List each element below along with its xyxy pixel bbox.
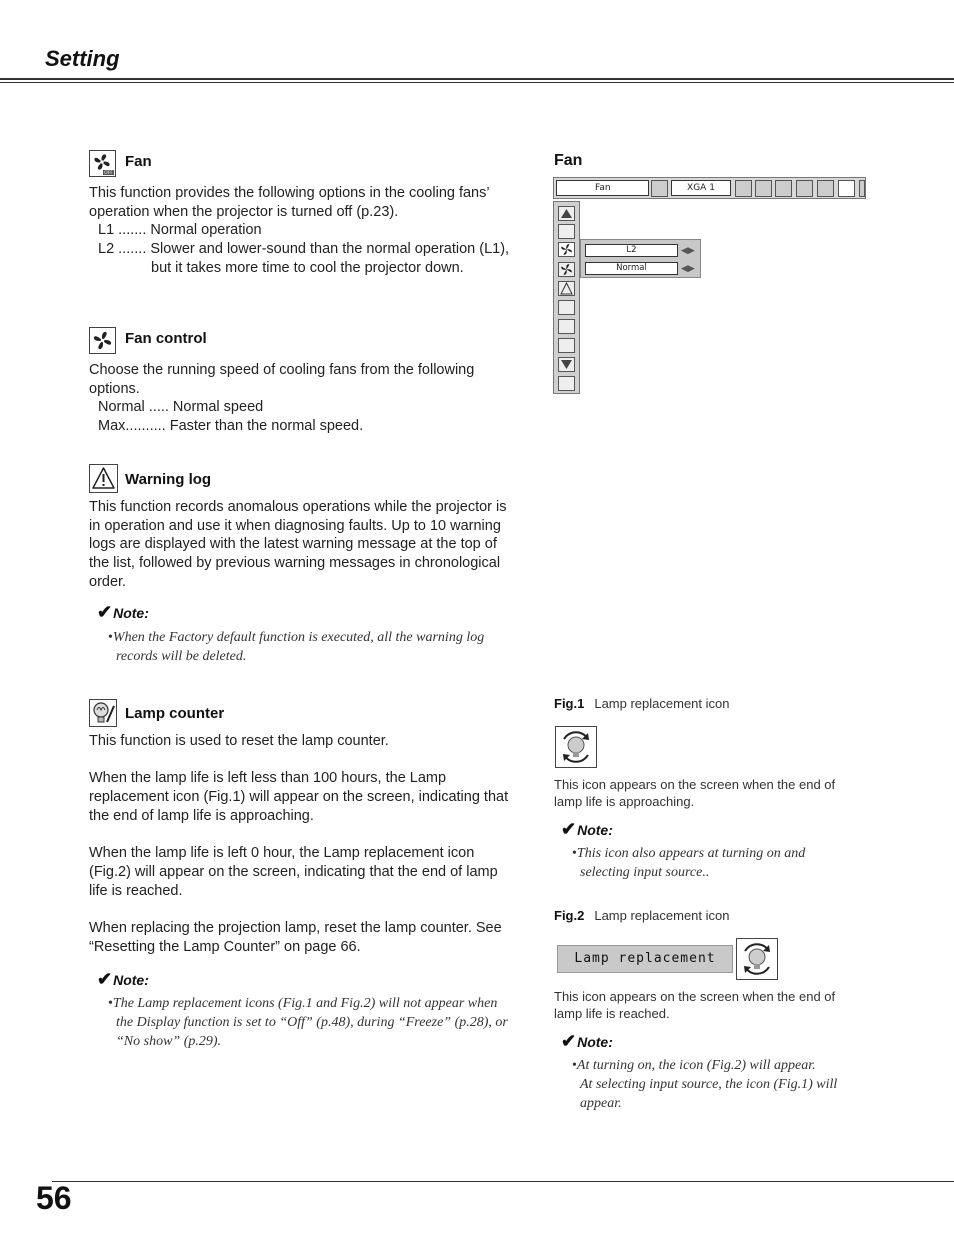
bullet: •	[572, 1058, 577, 1073]
menu-side-column	[553, 201, 580, 394]
fan-control-description	[89, 361, 514, 436]
note-label: Note:	[113, 972, 149, 988]
fig1-note-body: This icon also appears at turning on and selecting input source..	[576, 846, 806, 880]
down-arrow-icon	[558, 357, 575, 372]
wrench-icon	[558, 224, 575, 239]
fan-value-field: L2	[585, 244, 678, 257]
fan-control-heading: Fan control	[125, 330, 207, 347]
section-title: Setting	[45, 46, 120, 71]
brush-icon	[558, 338, 575, 353]
lamp-counter-note-body: The Lamp replacement icons (Fig.1 and Fig.2) will not appear when the Display function is set to “Off” (p.48), during “Freeze” (p.28), or “No show” (p.29).	[112, 996, 508, 1049]
fig2-caption	[554, 908, 729, 923]
fan-off-icon	[558, 242, 575, 257]
fig2-note-line1	[572, 1056, 855, 1075]
page-number: 56	[36, 1180, 72, 1216]
header-rule-thin	[0, 82, 954, 83]
fig2-description: This icon appears on the screen when the end of lamp life is reached.	[554, 989, 836, 1021]
fan-off-icon	[89, 150, 116, 177]
fan-icon	[558, 262, 575, 277]
fan-icon	[89, 327, 116, 354]
fan-control-value-field: Normal	[585, 262, 678, 275]
setting-icon	[838, 180, 855, 197]
fig2-label: Fig.2	[554, 908, 585, 923]
note-label: Note:	[113, 605, 149, 621]
filter-icon	[558, 319, 575, 334]
lamp-counter-p3: When the lamp life is left 0 hour, the Lamp replacement icon (Fig.2) will appear on the screen, indicating that the end of lamp life is reached.	[89, 845, 498, 899]
check-icon: ✔	[97, 969, 113, 989]
fig1-caption-text: Lamp replacement icon	[594, 696, 730, 711]
fig2-note-text	[572, 1056, 855, 1113]
lamp-counter-note-heading	[97, 969, 149, 990]
footer-rule	[52, 1181, 954, 1182]
fan-control-option-max: Max.......... Faster than the normal speed.	[98, 418, 364, 435]
fig1-caption	[554, 696, 729, 711]
left-right-arrows-icon: ◀▶	[681, 263, 695, 273]
lamp-replacement-icon	[555, 726, 597, 768]
color-icon	[775, 180, 792, 197]
fig1-description: This icon appears on the screen when the end of lamp life is approaching.	[554, 777, 836, 809]
note-label: Note:	[577, 822, 613, 838]
warning-log-note-body: When the Factory default function is executed, all the warning log records will be deleted.	[112, 630, 485, 664]
pc-icon	[735, 180, 752, 197]
check-icon: ✔	[561, 819, 577, 839]
menu-name-box: Fan	[556, 180, 649, 196]
fan-heading: Fan	[125, 153, 152, 170]
menu-top-bar	[553, 177, 866, 199]
lamp-counter-p1: This function is used to reset the lamp counter.	[89, 733, 389, 749]
warning-log-note-heading	[97, 602, 149, 623]
fan-control-desc-text: Choose the running speed of cooling fans from the following options.	[89, 362, 475, 397]
lamp-icon	[558, 300, 575, 315]
fig2-note-line1-text: At turning on, the icon (Fig.2) will appear.	[576, 1058, 816, 1073]
check-icon: ✔	[97, 602, 113, 622]
lamp-replacement-box: Lamp replacement	[557, 945, 733, 973]
svg-text:OFF: OFF	[104, 171, 113, 176]
fan-option-l1: L1 ....... Normal operation	[98, 222, 262, 239]
adjust-icon	[755, 180, 772, 197]
warning-log-note-text	[108, 628, 516, 666]
input-icon	[651, 180, 668, 197]
fan-control-option-normal: Normal ..... Normal speed	[98, 399, 264, 416]
sound-icon	[817, 180, 834, 197]
fan-desc-text: This function provides the following options in the cooling fans’ operation when the projector is turned off (p.23).	[89, 185, 490, 220]
exit-icon	[558, 376, 575, 391]
lamp-counter-heading: Lamp counter	[125, 705, 225, 722]
header-rule	[0, 78, 954, 80]
up-arrow-icon	[558, 206, 575, 221]
lamp-counter-description	[89, 732, 514, 956]
fig1-note-heading	[561, 819, 613, 840]
bullet: •	[108, 630, 113, 645]
fig2-caption-text: Lamp replacement icon	[594, 908, 730, 923]
warning-icon	[558, 281, 575, 296]
lamp-counter-note-text	[108, 994, 511, 1051]
left-right-arrows-icon: ◀▶	[681, 245, 695, 255]
bullet: •	[108, 996, 113, 1011]
lamp-replacement-icon	[736, 938, 778, 980]
warning-icon	[89, 464, 118, 493]
lamp-counter-icon	[89, 699, 117, 727]
fan-option-l2: L2 ....... Slower and lower-sound than the normal operation (L1), but it takes more time to cool the projector down.	[98, 241, 510, 276]
bullet: •	[572, 846, 577, 861]
check-icon: ✔	[561, 1031, 577, 1051]
input-source-box: XGA 1	[671, 180, 731, 196]
screen-icon	[796, 180, 813, 197]
lamp-counter-p4: When replacing the projection lamp, reset the lamp counter. See “Resetting the Lamp Counter” on page 66.	[89, 919, 502, 955]
fig1-label: Fig.1	[554, 696, 585, 711]
fan-description	[89, 184, 514, 278]
lamp-counter-p2: When the lamp life is left less than 100 hours, the Lamp replacement icon (Fig.1) will appear on the screen, indicating that the end of lamp life is approaching.	[89, 770, 509, 824]
fig1-note-text	[572, 844, 840, 882]
more-icon	[859, 180, 865, 197]
warning-log-heading: Warning log	[125, 471, 212, 488]
menu-figure-title: Fan	[554, 152, 583, 169]
fig2-note-line2: At selecting input source, the icon (Fig.1) will appear.	[580, 1077, 838, 1111]
warning-log-description: This function records anomalous operations while the projector is in operation and use it when diagnosing faults. Up to 10 warning logs are displayed with the latest warning message at the top of the list, followed by previous warning messages in chronological order.	[89, 499, 507, 590]
fan-sub-menu	[580, 239, 701, 278]
note-label: Note:	[577, 1034, 613, 1050]
fig2-note-heading	[561, 1031, 613, 1052]
